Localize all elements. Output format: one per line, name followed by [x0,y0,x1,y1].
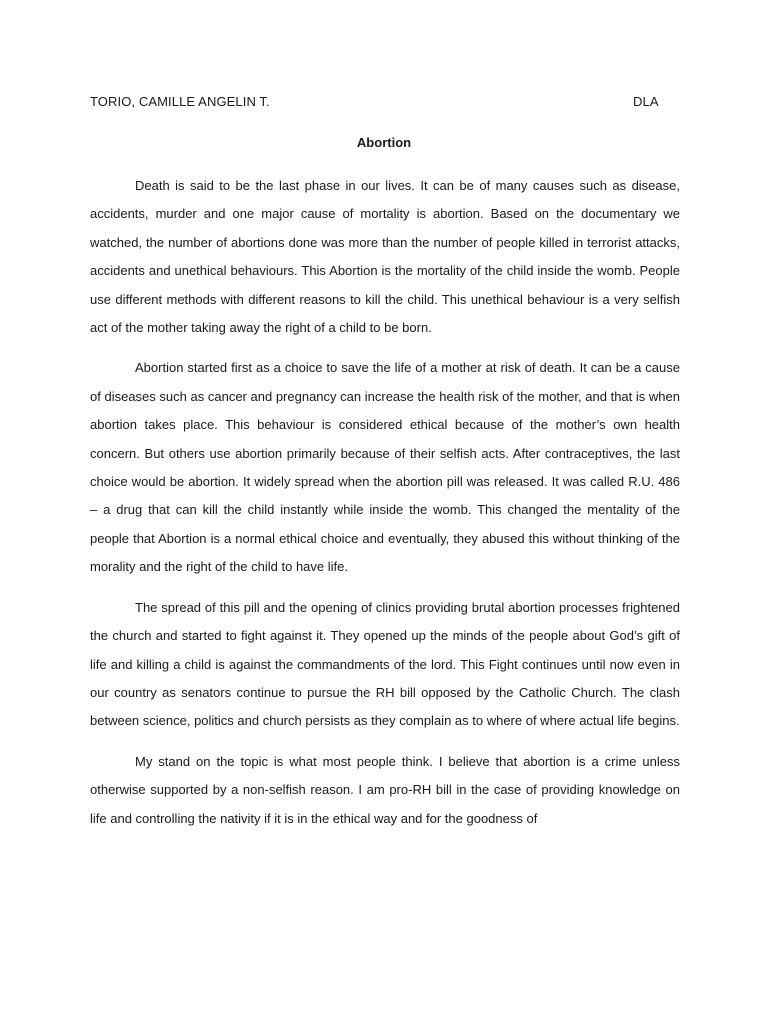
paragraph-4: My stand on the topic is what most people think. I believe that abortion is a crime unless otherwise supported by a non-selfish reason. I am pro-RH bill in the case of providing knowledge on life and controlling the nativity if it is in the ethical way and for the goodness of [90,753,680,826]
document-title: Abortion [356,135,412,150]
course-code: DLA [633,94,659,109]
document-header [90,94,680,114]
paragraph-3: The spread of this pill and the opening of clinics providing brutal abortion processes frightened the church and started to fight against it. They opened up the minds of the people about God’s gift of life and killing a child is against the commandments of the lord. This Fight continues until now even in our country as senators continue to pursue the RH bill opposed by the Catholic Church. The clash between science, politics and church persists as they complain as to where of where actual life begins. [90,599,680,729]
document-body [90,172,680,845]
author-name: TORIO, CAMILLE ANGELIN T. [90,94,270,109]
paragraph-1: Death is said to be the last phase in our lives. It can be of many causes such as disease, accidents, murder and one major cause of mortality is abortion. Based on the documentary we watched, the number of abortions done was more than the number of people killed in terrorist attacks, accidents and unethical behaviours. This Abortion is the mortality of the child inside the womb. People use different methods with different reasons to kill the child. This unethical behaviour is a very selfish act of the mother taking away the right of a child to be born. [90,178,680,336]
paragraph-2: Abortion started first as a choice to save the life of a mother at risk of death. It can be a cause of diseases such as cancer and pregnancy can increase the health risk of the mother, and that is when abortion takes place. This behaviour is considered ethical because of the mother’s own health concern. But others use abortion primarily because of their selfish acts. After contraceptives, the last choice would be abortion. It widely spread when the abortion pill was released. It was called R.U. 486 – a drug that can kill the child instantly while inside the womb. This changed the mentality of the people that Abortion is a normal ethical choice and eventually, they abused this without thinking of the morality and the right of the child to have life. [90,360,680,575]
